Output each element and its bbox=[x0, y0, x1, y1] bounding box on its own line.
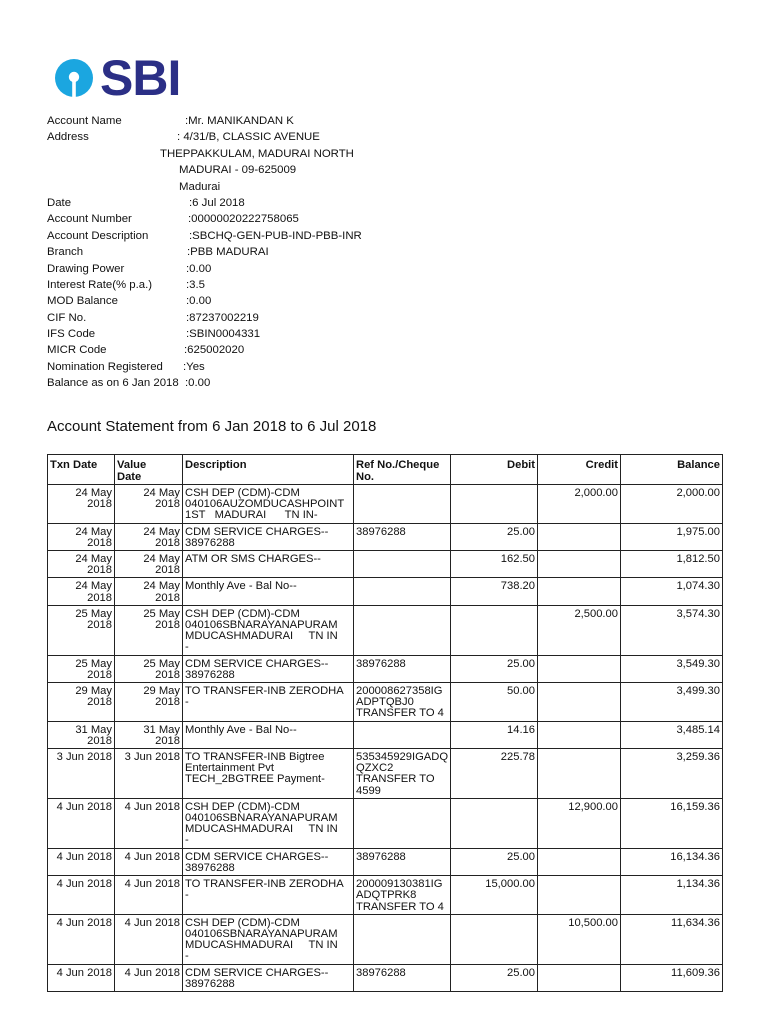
debit-cell: 14.16 bbox=[451, 721, 538, 748]
balance-cell: 3,549.30 bbox=[621, 655, 723, 682]
balance-cell: 1,074.30 bbox=[621, 578, 723, 605]
balance-cell: 16,134.36 bbox=[621, 848, 723, 875]
txn-date-cell: 24 May 2018 bbox=[48, 485, 115, 524]
account-field-value: :SBIN0004331 bbox=[186, 328, 261, 341]
table-row bbox=[48, 578, 723, 605]
txn-date-cell: 3 Jun 2018 bbox=[48, 749, 115, 799]
account-field-label: Balance as on 6 Jan 2018 bbox=[47, 377, 179, 390]
value-date-cell: 3 Jun 2018 bbox=[115, 749, 183, 799]
account-field-value: MADURAI - 09-625009 bbox=[179, 164, 297, 177]
balance-cell: 16,159.36 bbox=[621, 798, 723, 848]
description-cell: CSH DEP (CDM)-CDM 040106SBNARAYANAPURAM MDUCASHMADURAI TN IN - bbox=[183, 914, 354, 964]
account-field-label: Drawing Power bbox=[47, 262, 125, 275]
credit-cell: 12,900.00 bbox=[538, 798, 621, 848]
ref-no-cell: 535345929IGADQ QZXC2 TRANSFER TO 4599 bbox=[354, 749, 451, 799]
account-field-value: :87237002219 bbox=[186, 311, 259, 324]
value-date-cell: 4 Jun 2018 bbox=[115, 964, 183, 991]
balance-cell: 3,259.36 bbox=[621, 749, 723, 799]
description-cell: TO TRANSFER-INB Bigtree Entertainment Pvt TECH_2BGTREE Payment- bbox=[183, 749, 354, 799]
description-cell: CDM SERVICE CHARGES-- 38976288 bbox=[183, 523, 354, 550]
account-field-value: :Mr. MANIKANDAN K bbox=[185, 115, 294, 127]
description-cell: CDM SERVICE CHARGES-- 38976288 bbox=[183, 964, 354, 991]
balance-cell: 3,485.14 bbox=[621, 721, 723, 748]
account-field-label: Account Name bbox=[47, 115, 122, 127]
account-field-value: :PBB MADURAI bbox=[187, 246, 269, 259]
debit-cell: 15,000.00 bbox=[451, 876, 538, 915]
account-field-label: IFS Code bbox=[47, 328, 96, 341]
ref-no-cell bbox=[354, 605, 451, 655]
ref-no-cell bbox=[354, 721, 451, 748]
account-field-label: Nomination Registered bbox=[47, 360, 163, 373]
table-row bbox=[48, 721, 723, 748]
account-field bbox=[47, 162, 747, 178]
debit-cell: 25.00 bbox=[451, 655, 538, 682]
debit-cell: 25.00 bbox=[451, 848, 538, 875]
account-field-label: Account Description bbox=[47, 229, 149, 242]
description-cell: Monthly Ave - Bal No-- bbox=[183, 578, 354, 605]
credit-cell: 10,500.00 bbox=[538, 914, 621, 964]
debit-cell: 738.20 bbox=[451, 578, 538, 605]
description-cell: TO TRANSFER-INB ZERODHA - bbox=[183, 683, 354, 722]
statement-title: Account Statement from 6 Jan 2018 to 6 Jul 2018 bbox=[47, 418, 377, 435]
account-field bbox=[47, 146, 747, 162]
credit-cell bbox=[538, 848, 621, 875]
account-field-label: Branch bbox=[47, 246, 84, 259]
table-header-row bbox=[48, 455, 723, 485]
account-field-value: : 4/31/B, CLASSIC AVENUE bbox=[177, 131, 320, 144]
value-date-cell: 25 May 2018 bbox=[115, 655, 183, 682]
sbi-keyhole-icon bbox=[54, 58, 94, 98]
credit-cell bbox=[538, 683, 621, 722]
description-cell: CSH DEP (CDM)-CDM 040106AUZOMDUCASHPOINT 1ST MADURAI TN IN- bbox=[183, 485, 354, 524]
account-field-value: Madurai bbox=[179, 180, 221, 193]
debit-cell: 225.78 bbox=[451, 749, 538, 799]
account-field-value: :00000020222758065 bbox=[188, 213, 299, 226]
table-row bbox=[48, 523, 723, 550]
account-field bbox=[47, 261, 747, 277]
debit-cell: 50.00 bbox=[451, 683, 538, 722]
ref-no-cell: 38976288 bbox=[354, 848, 451, 875]
account-field bbox=[47, 293, 747, 309]
table-row bbox=[48, 485, 723, 524]
credit-cell bbox=[538, 551, 621, 578]
txn-date-cell: 4 Jun 2018 bbox=[48, 798, 115, 848]
account-field bbox=[47, 310, 747, 326]
account-field-label: Date bbox=[47, 196, 72, 209]
table-row bbox=[48, 605, 723, 655]
credit-cell: 2,500.00 bbox=[538, 605, 621, 655]
account-field-value: :0.00 bbox=[186, 262, 212, 275]
account-field bbox=[47, 375, 747, 391]
account-field bbox=[47, 244, 747, 260]
account-field-value: :SBCHQ-GEN-PUB-IND-PBB-INR bbox=[189, 229, 362, 242]
value-date-cell: 4 Jun 2018 bbox=[115, 798, 183, 848]
ref-no-cell bbox=[354, 578, 451, 605]
description-cell: CDM SERVICE CHARGES-- 38976288 bbox=[183, 848, 354, 875]
credit-cell bbox=[538, 721, 621, 748]
value-date-header: Value Date bbox=[115, 455, 183, 485]
debit-cell bbox=[451, 605, 538, 655]
balance-cell: 11,634.36 bbox=[621, 914, 723, 964]
account-field-label: CIF No. bbox=[47, 311, 87, 324]
table-row bbox=[48, 749, 723, 799]
table-row bbox=[48, 876, 723, 915]
account-field bbox=[47, 179, 747, 195]
credit-header: Credit bbox=[538, 455, 621, 485]
txn-date-cell: 24 May 2018 bbox=[48, 578, 115, 605]
ref-no-cell: 38976288 bbox=[354, 523, 451, 550]
value-date-cell: 31 May 2018 bbox=[115, 721, 183, 748]
description-cell: CDM SERVICE CHARGES-- 38976288 bbox=[183, 655, 354, 682]
bank-name: SBI bbox=[100, 50, 181, 106]
ref-no-cell bbox=[354, 551, 451, 578]
description-cell: CSH DEP (CDM)-CDM 040106SBNARAYANAPURAM MDUCASHMADURAI TN IN - bbox=[183, 798, 354, 848]
account-field bbox=[47, 195, 747, 211]
txn-date-cell: 24 May 2018 bbox=[48, 551, 115, 578]
credit-cell bbox=[538, 578, 621, 605]
debit-cell: 25.00 bbox=[451, 964, 538, 991]
txn-date-cell: 4 Jun 2018 bbox=[48, 964, 115, 991]
ref-no-cell bbox=[354, 798, 451, 848]
value-date-cell: 24 May 2018 bbox=[115, 485, 183, 524]
account-field-value: :0.00 bbox=[186, 295, 212, 308]
description-cell: ATM OR SMS CHARGES-- bbox=[183, 551, 354, 578]
description-cell: CSH DEP (CDM)-CDM 040106SBNARAYANAPURAM MDUCASHMADURAI TN IN - bbox=[183, 605, 354, 655]
value-date-cell: 4 Jun 2018 bbox=[115, 876, 183, 915]
balance-header: Balance bbox=[621, 455, 723, 485]
value-date-cell: 4 Jun 2018 bbox=[115, 848, 183, 875]
account-field-value: :6 Jul 2018 bbox=[189, 196, 245, 209]
account-field-label: MOD Balance bbox=[47, 295, 118, 308]
account-details bbox=[47, 113, 747, 392]
balance-cell: 3,574.30 bbox=[621, 605, 723, 655]
account-field bbox=[47, 326, 747, 342]
table-row bbox=[48, 551, 723, 578]
ref-no-cell: 200008627358IG ADPTQBJ0 TRANSFER TO 4 bbox=[354, 683, 451, 722]
txn-date-cell: 25 May 2018 bbox=[48, 655, 115, 682]
ref-no-cell bbox=[354, 485, 451, 524]
balance-cell: 1,975.00 bbox=[621, 523, 723, 550]
credit-cell bbox=[538, 523, 621, 550]
description-cell: TO TRANSFER-INB ZERODHA - bbox=[183, 876, 354, 915]
description-header: Description bbox=[183, 455, 354, 485]
txn-date-cell: 4 Jun 2018 bbox=[48, 876, 115, 915]
txn-date-cell: 4 Jun 2018 bbox=[48, 848, 115, 875]
table-row bbox=[48, 683, 723, 722]
account-field-label: MICR Code bbox=[47, 344, 107, 357]
table-row bbox=[48, 655, 723, 682]
debit-cell: 25.00 bbox=[451, 523, 538, 550]
account-field bbox=[47, 342, 747, 358]
txn-date-cell: 29 May 2018 bbox=[48, 683, 115, 722]
account-field-value: :625002020 bbox=[184, 344, 245, 357]
ref-no-cell bbox=[354, 914, 451, 964]
txn-date-header: Txn Date bbox=[48, 455, 115, 485]
table-row bbox=[48, 848, 723, 875]
ref-no-cell: 38976288 bbox=[354, 655, 451, 682]
debit-cell: 162.50 bbox=[451, 551, 538, 578]
balance-cell: 1,134.36 bbox=[621, 876, 723, 915]
account-field-label: Account Number bbox=[47, 213, 132, 226]
account-field bbox=[47, 277, 747, 293]
transactions-table bbox=[47, 454, 723, 992]
account-field-label: Interest Rate(% p.a.) bbox=[47, 278, 153, 291]
value-date-cell: 4 Jun 2018 bbox=[115, 914, 183, 964]
debit-header: Debit bbox=[451, 455, 538, 485]
account-field bbox=[47, 113, 747, 129]
description-cell: Monthly Ave - Bal No-- bbox=[183, 721, 354, 748]
balance-cell: 3,499.30 bbox=[621, 683, 723, 722]
account-field bbox=[47, 228, 747, 244]
sbi-logo bbox=[54, 50, 181, 106]
account-field bbox=[47, 359, 747, 375]
account-field-value: :3.5 bbox=[186, 278, 205, 291]
debit-cell bbox=[451, 914, 538, 964]
txn-date-cell: 24 May 2018 bbox=[48, 523, 115, 550]
value-date-cell: 24 May 2018 bbox=[115, 578, 183, 605]
account-field-label: Address bbox=[47, 131, 89, 144]
table-row bbox=[48, 798, 723, 848]
account-field-value: :Yes bbox=[183, 360, 205, 373]
credit-cell bbox=[538, 749, 621, 799]
debit-cell bbox=[451, 798, 538, 848]
balance-cell: 1,812.50 bbox=[621, 551, 723, 578]
value-date-cell: 24 May 2018 bbox=[115, 551, 183, 578]
credit-cell bbox=[538, 964, 621, 991]
account-field bbox=[47, 129, 747, 145]
txn-date-cell: 25 May 2018 bbox=[48, 605, 115, 655]
ref-no-cell: 200009130381IG ADQTPRK8 TRANSFER TO 4 bbox=[354, 876, 451, 915]
value-date-cell: 24 May 2018 bbox=[115, 523, 183, 550]
txn-date-cell: 31 May 2018 bbox=[48, 721, 115, 748]
credit-cell: 2,000.00 bbox=[538, 485, 621, 524]
account-field-value: THEPPAKKULAM, MADURAI NORTH bbox=[160, 147, 354, 160]
table-body bbox=[48, 485, 723, 992]
txn-date-cell: 4 Jun 2018 bbox=[48, 914, 115, 964]
ref-no-header: Ref No./Cheque No. bbox=[354, 455, 451, 485]
debit-cell bbox=[451, 485, 538, 524]
value-date-cell: 25 May 2018 bbox=[115, 605, 183, 655]
account-field bbox=[47, 211, 747, 227]
balance-cell: 11,609.36 bbox=[621, 964, 723, 991]
ref-no-cell: 38976288 bbox=[354, 964, 451, 991]
table-row bbox=[48, 914, 723, 964]
credit-cell bbox=[538, 876, 621, 915]
account-field-value: :0.00 bbox=[185, 377, 211, 390]
balance-cell: 2,000.00 bbox=[621, 485, 723, 524]
credit-cell bbox=[538, 655, 621, 682]
table-row bbox=[48, 964, 723, 991]
value-date-cell: 29 May 2018 bbox=[115, 683, 183, 722]
